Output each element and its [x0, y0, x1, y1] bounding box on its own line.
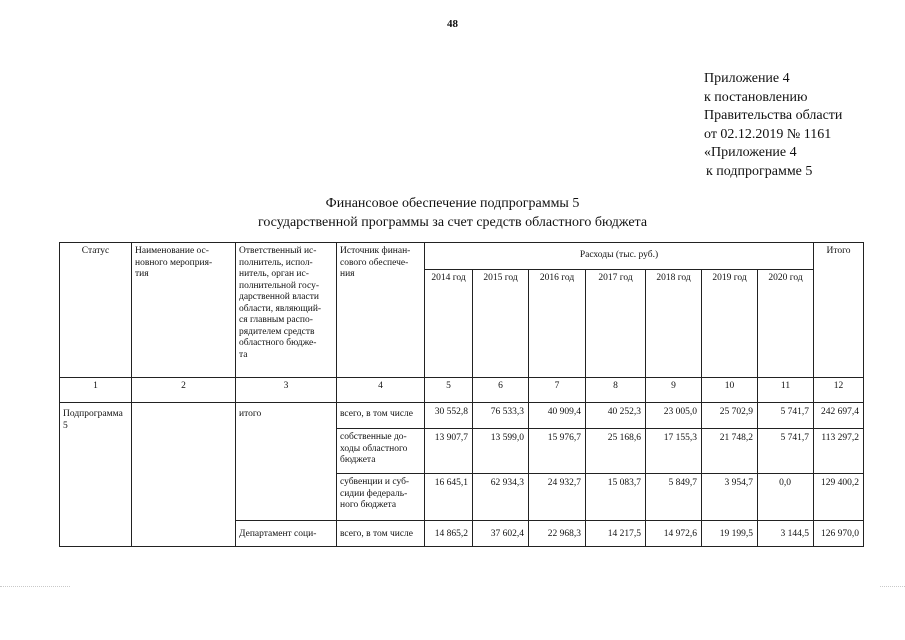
column-number: 11 — [758, 378, 814, 403]
cell-value: 14 217,5 — [586, 521, 646, 547]
cell-value: 13 599,0 — [473, 429, 529, 474]
cell-value: 16 645,1 — [425, 474, 473, 521]
header-year: 2019 год — [702, 270, 758, 378]
header-year: 2016 год — [529, 270, 586, 378]
cell-total: 126 970,0 — [814, 521, 864, 547]
financing-table — [59, 242, 864, 547]
cell-value: 5 741,7 — [758, 429, 814, 474]
cell-name — [132, 403, 236, 547]
cell-value: 3 144,5 — [758, 521, 814, 547]
cell-value: 40 909,4 — [529, 403, 586, 429]
cell-total: 113 297,2 — [814, 429, 864, 474]
cell-value: 15 976,7 — [529, 429, 586, 474]
cell-value: 13 907,7 — [425, 429, 473, 474]
column-numbers-row — [60, 378, 864, 403]
cell-value: 22 968,3 — [529, 521, 586, 547]
cell-value: 23 005,0 — [646, 403, 702, 429]
cell-value: 3 954,7 — [702, 474, 758, 521]
column-number: 2 — [132, 378, 236, 403]
scan-dotted-line-right — [880, 586, 905, 587]
column-number: 3 — [236, 378, 337, 403]
cell-value: 24 932,7 — [529, 474, 586, 521]
appendix-heading — [704, 70, 842, 182]
column-number: 4 — [337, 378, 425, 403]
header-year: 2014 год — [425, 270, 473, 378]
appendix-line: Приложение 4 — [704, 71, 790, 86]
cell-status: Подпрограмма 5 — [60, 403, 132, 547]
cell-source: всего, в том числе — [337, 403, 425, 429]
header-total: Итого — [814, 243, 864, 378]
cell-total: 129 400,2 — [814, 474, 864, 521]
cell-value: 30 552,8 — [425, 403, 473, 429]
cell-value: 15 083,7 — [586, 474, 646, 521]
column-number: 1 — [60, 378, 132, 403]
cell-executor: Департамент соци- — [236, 521, 337, 547]
cell-source: всего, в том числе — [337, 521, 425, 547]
header-year: 2015 год — [473, 270, 529, 378]
cell-value: 62 934,3 — [473, 474, 529, 521]
appendix-line: к подпрограмме 5 — [706, 163, 813, 179]
cell-value: 17 155,3 — [646, 429, 702, 474]
cell-value: 76 533,3 — [473, 403, 529, 429]
cell-value: 0,0 — [758, 474, 814, 521]
header-executor: Ответственный ис- полнитель, испол- нитель, орган ис- полнительной госу- дарственной власти области, являющий- ся главным распо- рядителем средств областного бюдже- та — [236, 243, 337, 378]
cell-value: 14 972,6 — [646, 521, 702, 547]
header-status: Статус — [60, 243, 132, 378]
column-number: 6 — [473, 378, 529, 403]
title-line: Финансовое обеспечение подпрограммы 5 — [325, 196, 580, 211]
column-number: 12 — [814, 378, 864, 403]
column-number: 5 — [425, 378, 473, 403]
cell-value: 40 252,3 — [586, 403, 646, 429]
cell-source: собственные до- ходы областного бюджета — [337, 429, 425, 474]
cell-value: 5 741,7 — [758, 403, 814, 429]
column-number: 9 — [646, 378, 702, 403]
header-source: Источник финан- сового обеспече- ния — [337, 243, 425, 378]
appendix-line: Правительства области — [704, 108, 843, 124]
column-number: 10 — [702, 378, 758, 403]
header-name: Наименование ос- новного мероприя- тия — [132, 243, 236, 378]
appendix-line: «Приложение 4 — [704, 145, 797, 161]
title-line: государственной программы за счет средств областного бюджета — [257, 215, 648, 230]
header-expenses: Расходы (тыс. руб.) — [425, 243, 814, 270]
cell-value: 14 865,2 — [425, 521, 473, 547]
column-number: 7 — [529, 378, 586, 403]
scan-dotted-line-left — [0, 586, 70, 587]
header-year: 2017 год — [586, 270, 646, 378]
table-header-row — [60, 243, 864, 270]
cell-value: 5 849,7 — [646, 474, 702, 521]
cell-total: 242 697,4 — [814, 403, 864, 429]
cell-value: 25 168,6 — [586, 429, 646, 474]
cell-value: 37 602,4 — [473, 521, 529, 547]
page-number: 48 — [447, 18, 458, 30]
appendix-line: к постановлению — [704, 89, 808, 105]
header-year: 2020 год — [758, 270, 814, 378]
appendix-line: от 02.12.2019 № 1161 — [704, 126, 832, 142]
cell-source: субвенции и суб- сидии федераль- ного бюджета — [337, 474, 425, 521]
cell-value: 19 199,5 — [702, 521, 758, 547]
cell-executor: итого — [236, 403, 337, 521]
column-number: 8 — [586, 378, 646, 403]
table-row — [60, 403, 864, 429]
cell-value: 21 748,2 — [702, 429, 758, 474]
cell-value: 25 702,9 — [702, 403, 758, 429]
document-title — [0, 194, 905, 232]
header-year: 2018 год — [646, 270, 702, 378]
